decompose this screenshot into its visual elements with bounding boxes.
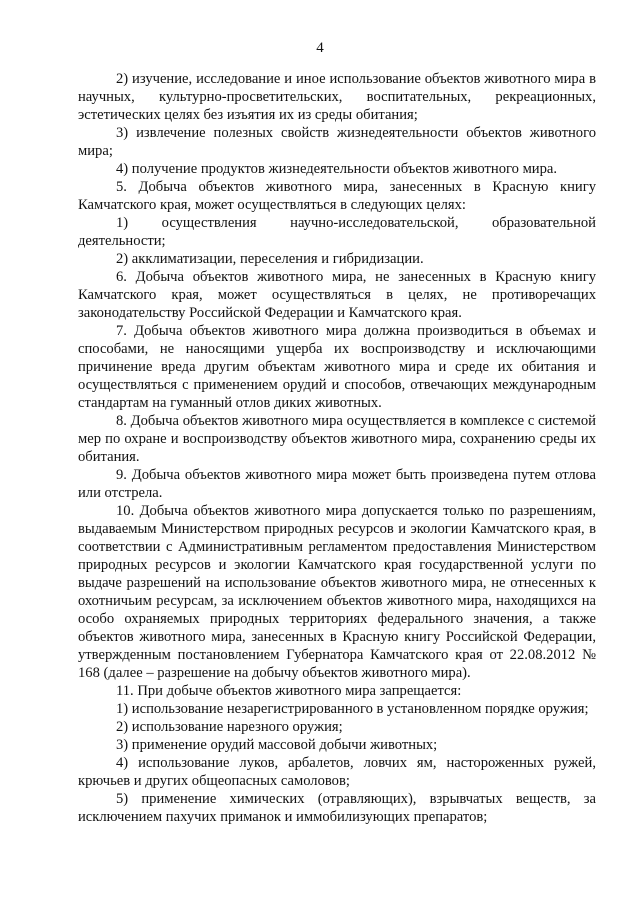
paragraph: 1) осуществления научно-исследовательской, образовательной деятельности; <box>78 215 596 249</box>
paragraph: 5. Добыча объектов животного мира, занесенных в Красную книгу Камчатского края, может осуществляться в следующих целях: <box>78 179 596 213</box>
paragraph: 3) извлечение полезных свойств жизнедеятельности объектов животного мира; <box>78 125 596 159</box>
paragraph: 4) использование луков, арбалетов, ловчих ям, настороженных ружей, крючьев и других общеопасных самоловов; <box>78 755 596 789</box>
paragraph: 9. Добыча объектов животного мира может быть произведена путем отлова или отстрела. <box>78 467 596 501</box>
paragraph: 1) использование незарегистрированного в установленном порядке оружия; <box>116 701 589 717</box>
paragraph: 5) применение химических (отравляющих), взрывчатых веществ, за исключением пахучих приманок и иммобилизующих препаратов; <box>78 791 596 825</box>
paragraph: 3) применение орудий массовой добычи животных; <box>116 737 438 753</box>
paragraph: 2) использование нарезного оружия; <box>116 719 343 735</box>
document-body <box>78 70 596 826</box>
paragraph: 10. Добыча объектов животного мира допускается только по разрешениям, выдаваемым Министерством природных ресурсов и экологии Камчатского края, в соответствии с Административным регламентом предоставления Министерством природных ресурсов и экологии Камчатского края государственной услуги по выдаче разрешений на использование объектов животного мира, не отнесенных к охотничьим ресурсам, за исключением объектов животного мира, находящихся на особо охраняемых природных территориях федерального значения, а также объектов животного мира, занесенных в Красную книгу Российской Федерации, утвержденным постановлением Губернатора Камчатского края от 22.08.2012 № 168 (далее – разрешение на добычу объектов животного мира). <box>78 503 596 681</box>
paragraph: 6. Добыча объектов животного мира, не занесенных в Красную книгу Камчатского края, может осуществляться в целях, не противоречащих законодательству Российской Федерации и Камчатского края. <box>78 269 596 321</box>
paragraph: 11. При добыче объектов животного мира запрещается: <box>116 683 462 699</box>
paragraph: 7. Добыча объектов животного мира должна производиться в объемах и способами, не наносящими ущерба их воспроизводству и исключающими причинение вреда другим объектам животного мира и среде их обитания и осуществляться с применением орудий и способов, отвечающих международным стандартам на гуманный отлов диких животных. <box>78 323 596 411</box>
page-number: 4 <box>316 40 324 56</box>
paragraph: 4) получение продуктов жизнедеятельности объектов животного мира. <box>116 161 558 177</box>
paragraph: 2) изучение, исследование и иное использование объектов животного мира в научных, культурно-просветительских, воспитательных, рекреационных, эстетических целях без изъятия их из среды обитания; <box>78 71 596 123</box>
paragraph: 8. Добыча объектов животного мира осуществляется в комплексе с системой мер по охране и воспроизводству объектов животного мира, сохранению среды их обитания. <box>78 413 596 465</box>
paragraph: 2) акклиматизации, переселения и гибридизации. <box>116 251 424 267</box>
